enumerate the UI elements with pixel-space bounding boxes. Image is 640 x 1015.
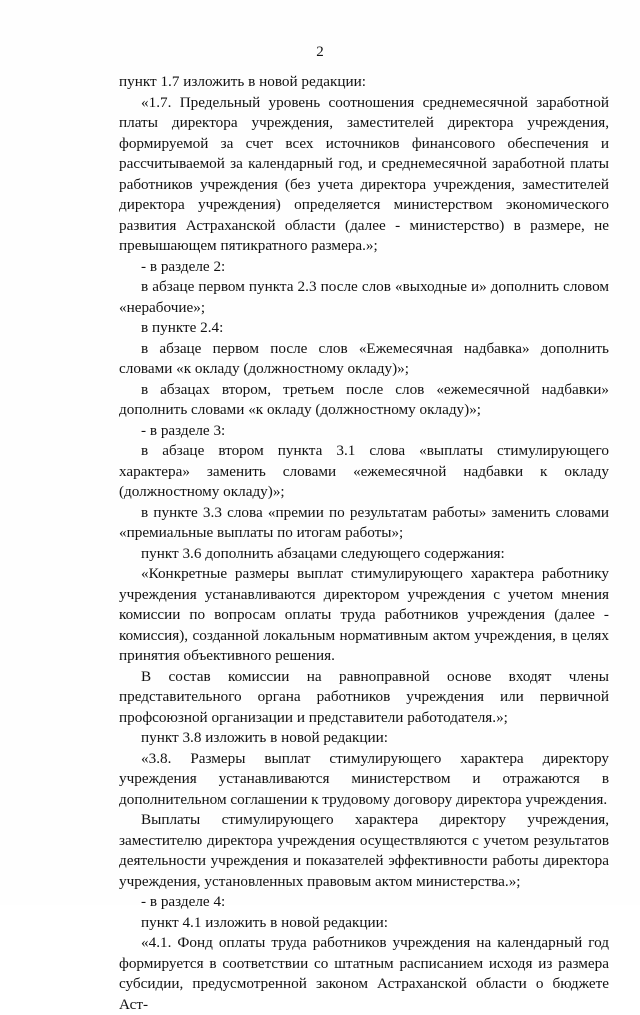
paragraph: В состав комиссии на равноправной основе входят члены представительного органа работников учреждения или первичной профсоюзной организации и представители работодателя.»; <box>119 667 609 726</box>
paragraph: Выплаты стимулирующего характера директору учреждения, заместителю директора учреждения осуществляются с учетом результатов деятельности учреждения и показателей эффективности работы директора учреждения, установленных правовым актом министерства.»; <box>119 811 609 890</box>
paragraph: - в разделе 4: <box>141 893 226 910</box>
paragraph: в пункте 2.4: <box>141 319 224 336</box>
document-body <box>119 72 609 1015</box>
paragraph: в пункте 3.3 слова «премии по результатам работы» заменить словами «премиальные выплаты по итогам работы»; <box>119 503 609 541</box>
paragraph: пункт 1.7 изложить в новой редакции: <box>119 73 367 90</box>
paragraph: в абзацах втором, третьем после слов «ежемесячной надбавки» дополнить словами «к окладу (должностному окладу)»; <box>119 380 609 418</box>
page-number: 2 <box>316 44 324 60</box>
paragraph: пункт 3.8 изложить в новой редакции: <box>141 729 389 746</box>
paragraph: «1.7. Предельный уровень соотношения среднемесячной заработной платы директора учреждения, заместителей директора учреждения, формируемой за счет всех источников финансового обеспечения и рассчитываемой за календарный год, и среднемесячной заработной платы работников учреждения (без учета директора учреждения, заместителей директора учреждения) определяется министерством экономического развития Астраханской области (далее - министерство) в размере, не превышающем пятикратного размера.»; <box>119 93 609 254</box>
paragraph: в абзаце первом после слов «Ежемесячная надбавка» дополнить словами «к окладу (должностному окладу)»; <box>119 339 609 377</box>
paragraph: пункт 3.6 дополнить абзацами следующего содержания: <box>141 544 505 562</box>
paragraph: пункт 4.1 изложить в новой редакции: <box>141 913 389 931</box>
paragraph: в абзаце первом пункта 2.3 после слов «выходные и» дополнить словом «нерабочие»; <box>119 278 609 316</box>
paragraph: - в разделе 3: <box>141 421 226 439</box>
paragraph: «Конкретные размеры выплат стимулирующего характера работнику учреждения устанавливаются директором учреждения с учетом мнения комиссии по вопросам оплаты труда работников учреждения (далее - комиссия), созданной локальным нормативным актом учреждения, в целях принятия объективного решения. <box>119 565 609 664</box>
paragraph: «4.1. Фонд оплаты труда работников учреждения на календарный год формируется в соответствии со штатным расписанием исходя из размера субсидии, предусмотренной законом Астраханской области о бюджете Аст- <box>119 934 609 1013</box>
paragraph: в абзаце втором пункта 3.1 слова «выплаты стимулирующего характера» заменить словами «ежемесячной надбавки к окладу (должностному окладу)»; <box>119 442 609 500</box>
paragraph: «3.8. Размеры выплат стимулирующего характера директору учреждения устанавливаются министерством и отражаются в дополнительном соглашении к трудовому договору директора учреждения. <box>119 749 609 808</box>
paragraph: - в разделе 2: <box>141 257 226 275</box>
